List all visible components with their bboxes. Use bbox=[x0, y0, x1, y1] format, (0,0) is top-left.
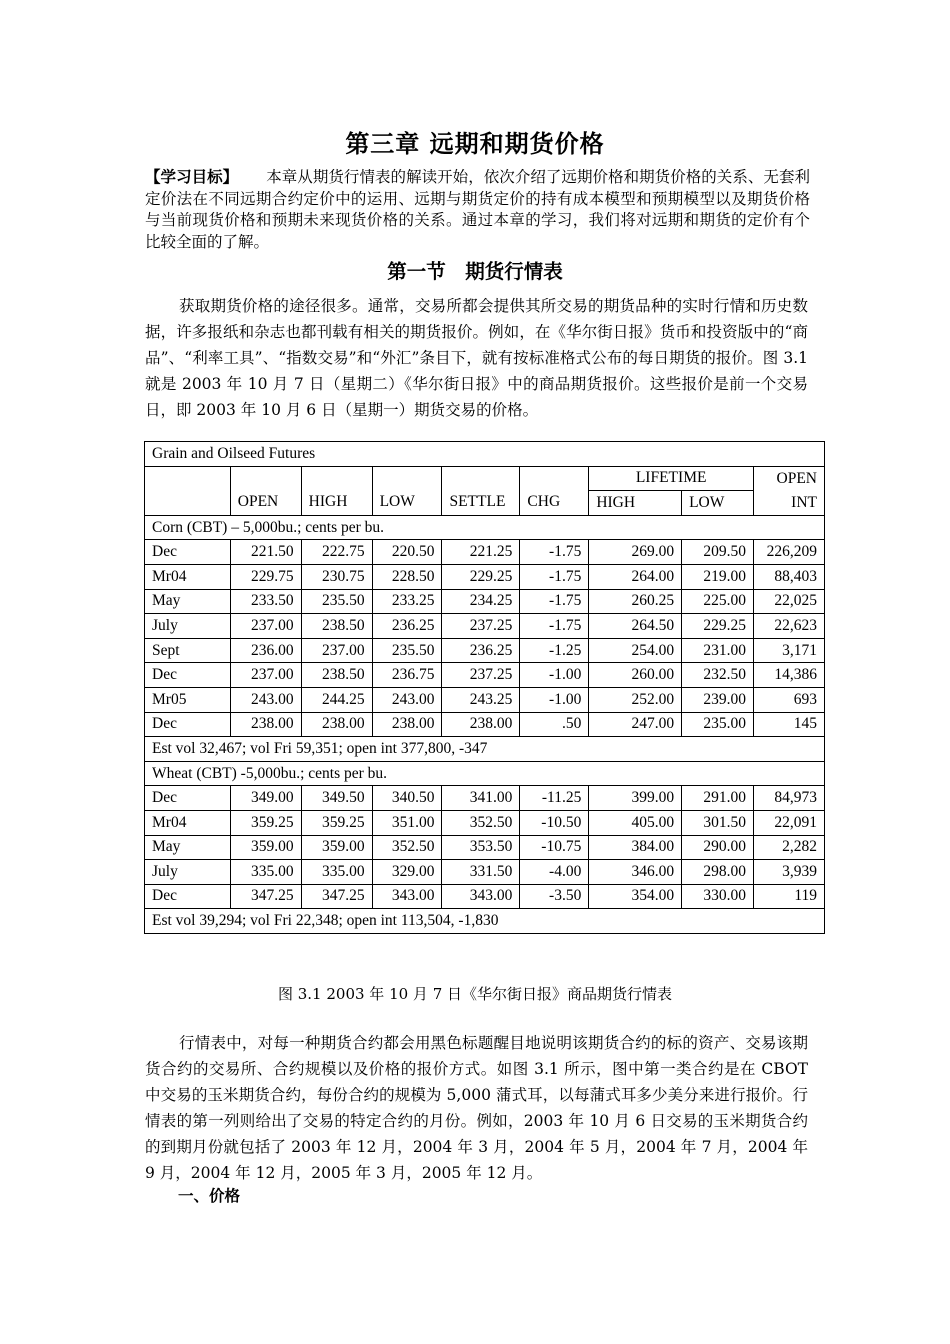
table-row bbox=[145, 810, 825, 835]
futures-table bbox=[144, 441, 825, 934]
value-cell: 145 bbox=[753, 712, 824, 737]
value-cell: 84,973 bbox=[753, 786, 824, 811]
value-cell: 235.50 bbox=[301, 589, 372, 614]
value-cell: 236.25 bbox=[372, 614, 442, 639]
value-cell: 352.50 bbox=[442, 810, 520, 835]
value-cell: -3.50 bbox=[520, 884, 589, 909]
value-cell: 220.50 bbox=[372, 540, 442, 565]
month-cell: Dec bbox=[145, 786, 231, 811]
header-low: LOW bbox=[372, 466, 442, 515]
month-cell: Dec bbox=[145, 540, 231, 565]
value-cell: 22,623 bbox=[753, 614, 824, 639]
value-cell: 359.00 bbox=[230, 835, 301, 860]
value-cell: 235.00 bbox=[682, 712, 754, 737]
value-cell: 237.00 bbox=[230, 663, 301, 688]
value-cell: 229.75 bbox=[230, 564, 301, 589]
value-cell: 335.00 bbox=[301, 860, 372, 885]
value-cell: 235.50 bbox=[372, 638, 442, 663]
value-cell: 236.75 bbox=[372, 663, 442, 688]
value-cell: 22,091 bbox=[753, 810, 824, 835]
header-lifetime-low: LOW bbox=[682, 491, 754, 516]
value-cell: 343.00 bbox=[372, 884, 442, 909]
value-cell: 209.50 bbox=[682, 540, 754, 565]
group-title: Corn (CBT) – 5,000bu.; cents per bu. bbox=[145, 515, 825, 540]
value-cell: -1.75 bbox=[520, 540, 589, 565]
value-cell: 301.50 bbox=[682, 810, 754, 835]
figure-caption: 图 3.1 2003 年 10 月 7 日《华尔街日报》商品期货行情表 bbox=[277, 985, 673, 1003]
value-cell: .50 bbox=[520, 712, 589, 737]
value-cell: -10.75 bbox=[520, 835, 589, 860]
value-cell: 14,386 bbox=[753, 663, 824, 688]
value-cell: 260.25 bbox=[589, 589, 682, 614]
value-cell: 225.00 bbox=[682, 589, 754, 614]
table-row bbox=[145, 614, 825, 639]
value-cell: 264.50 bbox=[589, 614, 682, 639]
table-title: Grain and Oilseed Futures bbox=[145, 442, 825, 467]
value-cell: 231.00 bbox=[682, 638, 754, 663]
month-cell: Sept bbox=[145, 638, 231, 663]
value-cell: 331.50 bbox=[442, 860, 520, 885]
month-cell: Mr04 bbox=[145, 564, 231, 589]
month-cell: Dec bbox=[145, 663, 231, 688]
value-cell: 359.00 bbox=[301, 835, 372, 860]
group-summary: Est vol 32,467; vol Fri 59,351; open int 377,800, -347 bbox=[145, 737, 825, 762]
value-cell: 341.00 bbox=[442, 786, 520, 811]
month-cell: May bbox=[145, 835, 231, 860]
value-cell: 349.50 bbox=[301, 786, 372, 811]
value-cell: 236.25 bbox=[442, 638, 520, 663]
value-cell: -1.00 bbox=[520, 663, 589, 688]
value-cell: 237.00 bbox=[301, 638, 372, 663]
intro-paragraph: 获取期货价格的途径很多。通常，交易所都会提供其所交易的期货品种的实时行情和历史数据，许多报纸和杂志也都刊载有相关的期货报价。例如，在《华尔街日报》货币和投资版中的“商品”、“利率工具”、“指数交易”和“外汇”条目下，就有按标准格式公布的每日期货的报价。图 3.1 就是 2003 年 10 月 7 日（星期二）《华尔街日报》中的商品期货报价。这些报价是前一个交易日，即 2003 年 10 月 6 日（星期一）期货交易的价格。 bbox=[145, 297, 808, 419]
month-cell: May bbox=[145, 589, 231, 614]
header-open: OPEN bbox=[230, 466, 301, 515]
value-cell: 354.00 bbox=[589, 884, 682, 909]
value-cell: 335.00 bbox=[230, 860, 301, 885]
value-cell: 269.00 bbox=[589, 540, 682, 565]
value-cell: 349.00 bbox=[230, 786, 301, 811]
value-cell: -1.75 bbox=[520, 614, 589, 639]
table-row bbox=[145, 589, 825, 614]
value-cell: 229.25 bbox=[682, 614, 754, 639]
value-cell: -1.75 bbox=[520, 564, 589, 589]
value-cell: 238.00 bbox=[230, 712, 301, 737]
header-chg: CHG bbox=[520, 466, 589, 515]
header-settle: SETTLE bbox=[442, 466, 520, 515]
value-cell: 352.50 bbox=[372, 835, 442, 860]
group-row bbox=[145, 515, 825, 540]
value-cell: 238.00 bbox=[372, 712, 442, 737]
month-cell: July bbox=[145, 614, 231, 639]
value-cell: 236.00 bbox=[230, 638, 301, 663]
value-cell: 237.25 bbox=[442, 614, 520, 639]
value-cell: 2,282 bbox=[753, 835, 824, 860]
value-cell: 329.00 bbox=[372, 860, 442, 885]
value-cell: 228.50 bbox=[372, 564, 442, 589]
group-title: Wheat (CBT) -5,000bu.; cents per bu. bbox=[145, 761, 825, 786]
value-cell: 238.50 bbox=[301, 614, 372, 639]
objectives-text: 本章从期货行情表的解读开始，依次介绍了远期价格和期货价格的关系、无套利定价法在不同远期合约定价中的运用、远期与期货定价的持有成本模型和预期模型以及期货价格与当前现货价格和预期未来现货价格的关系。通过本章的学习，我们将对远期和期货的定价有个比较全面的了解。 bbox=[145, 168, 810, 251]
value-cell: 88,403 bbox=[753, 564, 824, 589]
value-cell: 384.00 bbox=[589, 835, 682, 860]
header-lifetime-high: HIGH bbox=[589, 491, 682, 516]
group-row bbox=[145, 761, 825, 786]
value-cell: 237.25 bbox=[442, 663, 520, 688]
value-cell: 221.50 bbox=[230, 540, 301, 565]
value-cell: 229.25 bbox=[442, 564, 520, 589]
value-cell: 359.25 bbox=[230, 810, 301, 835]
value-cell: -10.50 bbox=[520, 810, 589, 835]
value-cell: 260.00 bbox=[589, 663, 682, 688]
value-cell: 264.00 bbox=[589, 564, 682, 589]
month-cell: Dec bbox=[145, 884, 231, 909]
value-cell: 340.50 bbox=[372, 786, 442, 811]
value-cell: 238.00 bbox=[301, 712, 372, 737]
value-cell: 405.00 bbox=[589, 810, 682, 835]
table-row bbox=[145, 786, 825, 811]
table-row bbox=[145, 564, 825, 589]
table-row bbox=[145, 687, 825, 712]
value-cell: 238.00 bbox=[442, 712, 520, 737]
value-cell: 243.00 bbox=[372, 687, 442, 712]
table-row bbox=[145, 712, 825, 737]
value-cell: 22,025 bbox=[753, 589, 824, 614]
subheading-price: 一、价格 bbox=[178, 1186, 241, 1205]
value-cell: -1.00 bbox=[520, 687, 589, 712]
table-row bbox=[145, 860, 825, 885]
table-row bbox=[145, 835, 825, 860]
value-cell: 298.00 bbox=[682, 860, 754, 885]
value-cell: -11.25 bbox=[520, 786, 589, 811]
table-row bbox=[145, 884, 825, 909]
value-cell: 291.00 bbox=[682, 786, 754, 811]
chapter-title: 第三章 远期和期货价格 bbox=[345, 129, 605, 158]
value-cell: 347.25 bbox=[301, 884, 372, 909]
header-open-int-top: OPEN bbox=[753, 466, 824, 491]
value-cell: 247.00 bbox=[589, 712, 682, 737]
value-cell: 3,171 bbox=[753, 638, 824, 663]
value-cell: 359.25 bbox=[301, 810, 372, 835]
value-cell: 238.50 bbox=[301, 663, 372, 688]
header-high: HIGH bbox=[301, 466, 372, 515]
value-cell: 237.00 bbox=[230, 614, 301, 639]
value-cell: 119 bbox=[753, 884, 824, 909]
group-summary: Est vol 39,294; vol Fri 22,348; open int 113,504, -1,830 bbox=[145, 909, 825, 934]
value-cell: 290.00 bbox=[682, 835, 754, 860]
value-cell: 230.75 bbox=[301, 564, 372, 589]
value-cell: 239.00 bbox=[682, 687, 754, 712]
month-cell: July bbox=[145, 860, 231, 885]
value-cell: 222.75 bbox=[301, 540, 372, 565]
value-cell: 330.00 bbox=[682, 884, 754, 909]
table-row bbox=[145, 663, 825, 688]
value-cell: 351.00 bbox=[372, 810, 442, 835]
value-cell: 244.25 bbox=[301, 687, 372, 712]
month-cell: Mr04 bbox=[145, 810, 231, 835]
value-cell: -1.75 bbox=[520, 589, 589, 614]
value-cell: 254.00 bbox=[589, 638, 682, 663]
value-cell: 232.50 bbox=[682, 663, 754, 688]
month-header-cell bbox=[145, 466, 231, 515]
table-row bbox=[145, 638, 825, 663]
value-cell: 693 bbox=[753, 687, 824, 712]
objectives-label: 【学习目标】 bbox=[145, 167, 239, 186]
month-cell: Mr05 bbox=[145, 687, 231, 712]
learning-objectives bbox=[145, 166, 810, 253]
value-cell: 243.00 bbox=[230, 687, 301, 712]
value-cell: 234.25 bbox=[442, 589, 520, 614]
month-cell: Dec bbox=[145, 712, 231, 737]
summary-row bbox=[145, 737, 825, 762]
value-cell: 221.25 bbox=[442, 540, 520, 565]
summary-row bbox=[145, 909, 825, 934]
explanation-paragraph: 行情表中，对每一种期货合约都会用黑色标题醒目地说明该期货合约的标的资产、交易该期货合约的交易所、合约规模以及价格的报价方式。如图 3.1 所示，图中第一类合约是在 CBOT 中交易的玉米期货合约，每份合约的规模为 5,000 蒲式耳，以每蒲式耳多少美分来进行报价。行情表的第一列则给出了交易的特定合约的月份。例如，2003 年 10 月 6 日交易的玉米期货合约的到期月份就包括了 2003 年 12 月，2004 年 3 月，2004 年 5 月，2004 年 7 月，2004 年 9 月，2004 年 12 月，2005 年 3 月，2005 年 12 月。 bbox=[145, 1034, 808, 1182]
value-cell: 399.00 bbox=[589, 786, 682, 811]
value-cell: -1.25 bbox=[520, 638, 589, 663]
value-cell: 233.50 bbox=[230, 589, 301, 614]
value-cell: 343.00 bbox=[442, 884, 520, 909]
value-cell: 226,209 bbox=[753, 540, 824, 565]
section-title: 第一节 期货行情表 bbox=[387, 260, 563, 283]
value-cell: 353.50 bbox=[442, 835, 520, 860]
value-cell: 346.00 bbox=[589, 860, 682, 885]
value-cell: -4.00 bbox=[520, 860, 589, 885]
table-row bbox=[145, 540, 825, 565]
value-cell: 252.00 bbox=[589, 687, 682, 712]
header-open-int-bottom: INT bbox=[753, 491, 824, 516]
value-cell: 347.25 bbox=[230, 884, 301, 909]
value-cell: 233.25 bbox=[372, 589, 442, 614]
value-cell: 243.25 bbox=[442, 687, 520, 712]
header-lifetime: LIFETIME bbox=[589, 466, 754, 491]
value-cell: 219.00 bbox=[682, 564, 754, 589]
value-cell: 3,939 bbox=[753, 860, 824, 885]
